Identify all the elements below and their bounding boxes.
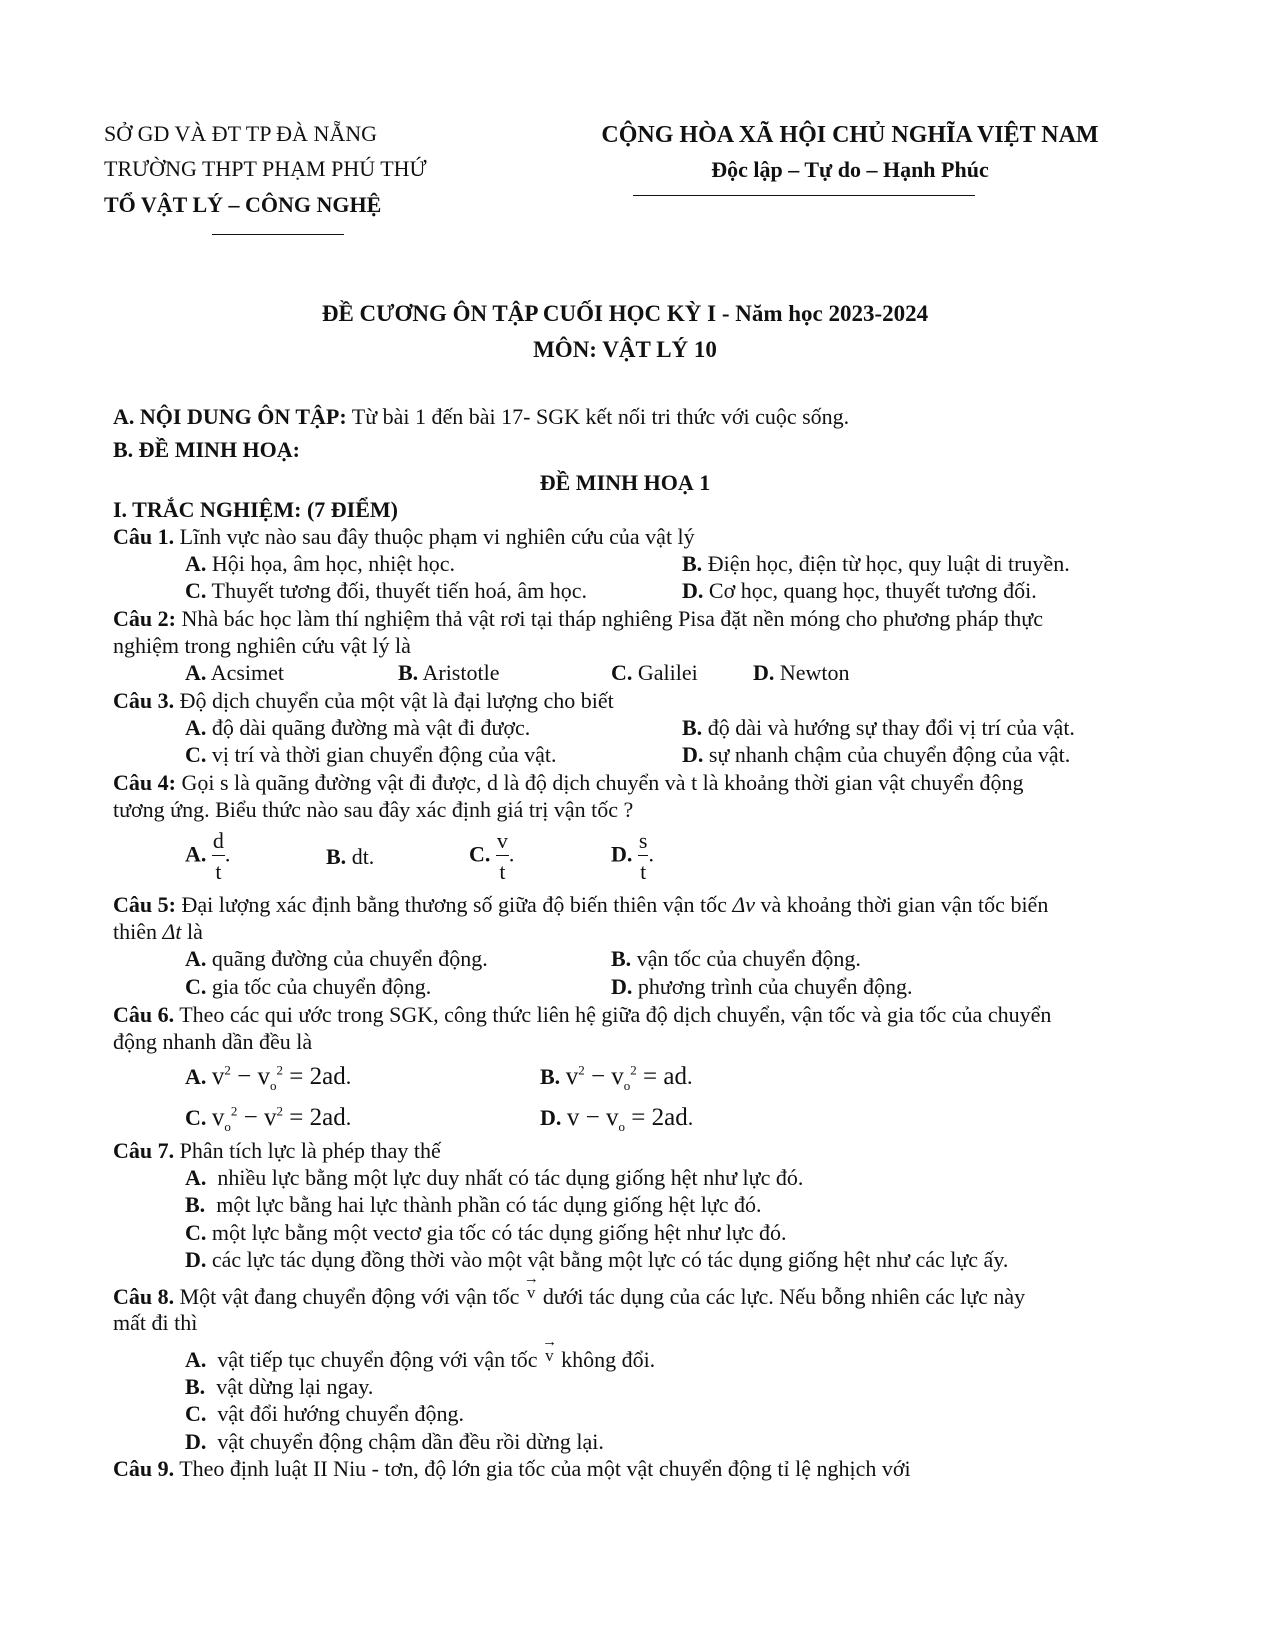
- question-8-cont: mất đi thì: [113, 1310, 198, 1335]
- q5-option-d: D. phương trình của chuyển động.: [611, 974, 913, 999]
- q1-option-a: A. Hội họa, âm học, nhiệt học.: [185, 551, 456, 576]
- q8-option-a: A. vật tiếp tục chuyển động với vận tốc → v không đổi.: [185, 1346, 655, 1373]
- section-a: [113, 404, 849, 430]
- question-6-cont: động nhanh dần đều là: [113, 1029, 313, 1054]
- q7-option-d: D. các lực tác dụng đồng thời vào một vật bằng một lực có tác dụng giống hệt như các lực ấy.: [185, 1247, 1009, 1272]
- question-6: Câu 6. Theo các qui ước trong SGK, công thức liên hệ giữa độ dịch chuyển, vận tốc và gia tốc của chuyển: [113, 1002, 1052, 1027]
- question-5: Câu 5: Đại lượng xác định bằng thương số giữa độ biến thiên vận tốc Δv và khoảng thời gian vận tốc biến: [113, 892, 1049, 917]
- question-3: Câu 3. Độ dịch chuyển của một vật là đại lượng cho biết: [113, 688, 614, 713]
- q6-option-a: A. $v^2 - v_o^2 = 2ad$.: [185, 1062, 352, 1093]
- q4-option-c: C. $\frac{v}{t}$ .: [469, 828, 515, 884]
- q3-option-d: D. sự nhanh chậm của chuyển động của vật.: [682, 742, 1071, 767]
- question-4: Câu 4: Gọi s là quãng đường vật đi được, d là độ dịch chuyển và t là khoảng thời gian vật chuyển động: [113, 770, 1024, 795]
- q8-option-d: D. vật chuyển động chậm dần đều rồi dừng lại.: [185, 1429, 604, 1454]
- q7-option-a: A. nhiều lực bằng một lực duy nhất có tác dụng giống hệt như lực đó.: [185, 1165, 804, 1190]
- q6-option-d: D. $v - v_o = 2ad$.: [540, 1104, 694, 1134]
- header-left-underline: [212, 234, 344, 235]
- header-country: CỘNG HÒA XÃ HỘI CHỦ NGHĨA VIỆT NAM: [601, 122, 1099, 148]
- q5-option-a: A. quãng đường của chuyển động.: [185, 946, 488, 971]
- doc-subject: MÔN: VẬT LÝ 10: [533, 337, 717, 362]
- question-4-cont: tương ứng. Biểu thức nào sau đây xác định giá trị vận tốc ?: [113, 797, 634, 822]
- header-dept: SỞ GD VÀ ĐT TP ĐÀ NẴNG: [104, 121, 377, 146]
- header-school: TRƯỜNG THPT PHẠM PHÚ THỨ: [104, 156, 427, 181]
- q2-option-a: A. Acsimet: [185, 660, 285, 685]
- q2-option-d: D. Newton: [753, 660, 850, 685]
- section-a-text: Từ bài 1 đến bài 17- SGK kết nối tri thức với cuộc sống.: [346, 404, 850, 429]
- exam-title: ĐỀ MINH HOẠ 1: [539, 470, 711, 495]
- q4-option-a: A. $\frac{d}{t}$ .: [185, 828, 231, 884]
- question-5-cont: thiên Δt là: [113, 919, 203, 944]
- question-7: Câu 7. Phân tích lực là phép thay thế: [113, 1138, 441, 1163]
- q7-option-b: B. một lực bằng hai lực thành phần có tác dụng giống hệt lực đó.: [185, 1192, 762, 1217]
- q8-option-c: C. vật đổi hướng chuyển động.: [185, 1401, 464, 1426]
- q2-option-b: B. Aristotle: [398, 660, 500, 685]
- q4-option-b: B. dt.: [326, 844, 375, 869]
- question-1: Câu 1. Lĩnh vực nào sau đây thuộc phạm vi nghiên cứu của vật lý: [113, 524, 695, 549]
- q1-option-d: D. Cơ học, quang học, thuyết tương đối.: [682, 578, 1037, 603]
- question-9: Câu 9. Theo định luật II Niu - tơn, độ lớn gia tốc của một vật chuyển động tỉ lệ nghịch với: [113, 1456, 911, 1481]
- q5-option-c: C. gia tốc của chuyển động.: [185, 974, 432, 999]
- header-group: TỔ VẬT LÝ – CÔNG NGHỆ: [104, 192, 382, 217]
- q2-option-c: C. Galilei: [611, 660, 698, 685]
- header-motto: Độc lập – Tự do – Hạnh Phúc: [711, 157, 989, 182]
- section-a-label: A. NỘI DUNG ÔN TẬP:: [113, 404, 347, 429]
- question-8: Câu 8. Một vật đang chuyển động với vận tốc → v dưới tác dụng của các lực. Nếu bỗng nhiên các lực này: [113, 1283, 1025, 1310]
- velocity-vector-a: → v: [543, 1346, 556, 1366]
- question-2-cont: nghiệm trong nghiên cứu vật lý là: [113, 633, 411, 658]
- q6-option-b: B. $v^2 - v_o^2$ = ad.: [540, 1062, 693, 1093]
- q1-option-c: C. Thuyết tương đối, thuyết tiến hoá, âm học.: [185, 578, 587, 603]
- doc-title: ĐỀ CƯƠNG ÔN TẬP CUỐI HỌC KỲ I - Năm học 2023-2024: [321, 301, 929, 326]
- q7-option-c: C. một lực bằng một vectơ gia tốc có tác dụng giống hệt như lực đó.: [185, 1220, 787, 1245]
- q1-option-b: B. Điện học, điện từ học, quy luật di truyền.: [682, 551, 1070, 576]
- header-right-underline: [633, 195, 975, 196]
- q6-option-c: C. $v_o^2 - v^2 = 2ad$.: [185, 1103, 352, 1134]
- q3-option-a: A. độ dài quãng đường mà vật đi được.: [185, 715, 531, 740]
- q3-option-c: C. vị trí và thời gian chuyển động của vật.: [185, 742, 557, 767]
- q4-option-d: D. $\frac{s}{t}$ .: [611, 828, 654, 884]
- section-b: B. ĐỀ MINH HOẠ:: [113, 437, 300, 462]
- question-2: Câu 2: Nhà bác học làm thí nghiệm thả vật rơi tại tháp nghiêng Pisa đặt nền móng cho phương pháp thực: [113, 606, 1043, 631]
- q3-option-b: B. độ dài và hướng sự thay đổi vị trí của vật.: [682, 715, 1075, 740]
- q8-option-b: B. vật dừng lại ngay.: [185, 1374, 374, 1399]
- q5-option-b: B. vận tốc của chuyển động.: [611, 946, 861, 971]
- part-1-heading: I. TRẮC NGHIỆM: (7 ĐIỂM): [113, 497, 398, 522]
- velocity-vector: → v: [525, 1283, 538, 1303]
